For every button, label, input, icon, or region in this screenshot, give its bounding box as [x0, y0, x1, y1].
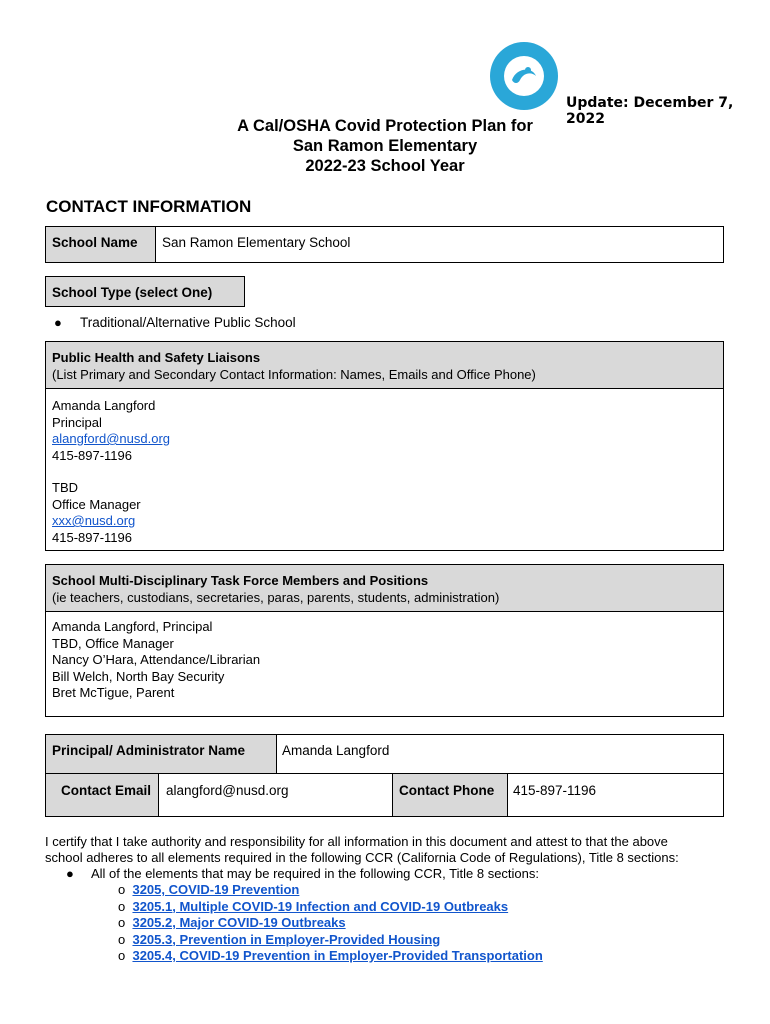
sub-bullet-marker: o [118, 931, 126, 947]
certify-line2: school adheres to all elements required in the following CCR (California Code of Regulations), Title 8 sections: [45, 850, 679, 865]
liaison-contact [52, 398, 170, 464]
school-type-bullet: ● [54, 315, 62, 330]
taskforce-member: Amanda Langford, Principal [52, 619, 213, 634]
school-name-label: School Name [52, 235, 138, 250]
phone-label-cell [392, 774, 508, 816]
liaison-email-link[interactable]: xxx@nusd.org [52, 513, 136, 528]
principal-value: Amanda Langford [282, 743, 390, 758]
taskforce-title: School Multi-Disciplinary Task Force Members and Positions [52, 573, 429, 588]
admin-table [45, 734, 724, 817]
taskforce-member: Bret McTigue, Parent [52, 685, 175, 700]
email-label-cell [46, 774, 159, 816]
liaison-phone: 415-897-1196 [52, 447, 132, 463]
liaison-phone: 415-897-1196 [52, 529, 132, 545]
document-title-line1: A Cal/OSHA Covid Protection Plan for [237, 117, 533, 135]
taskforce-subtitle: (ie teachers, custodians, secretaries, paras, parents, students, administration) [52, 590, 500, 605]
principal-label-cell [46, 735, 277, 774]
liaison-email-link[interactable]: alangford@nusd.org [52, 431, 170, 446]
school-type-label-cell [45, 276, 245, 307]
ccr-3205-2-link[interactable]: 3205.2, Major COVID-19 Outbreaks [132, 915, 346, 930]
certify-bullet: ● [66, 866, 74, 881]
ccr-link-item [118, 899, 543, 916]
taskforce-member: Bill Welch, North Bay Security [52, 668, 225, 684]
ccr-3205-4-link[interactable]: 3205.4, COVID-19 Prevention in Employer-Provided Transportation [132, 948, 543, 963]
liaisons-box [45, 341, 724, 551]
ccr-3205-3-link[interactable]: 3205.3, Prevention in Employer-Provided Housing [132, 931, 441, 947]
sub-bullet-marker: o [118, 898, 126, 914]
phone-label: Contact Phone [399, 783, 495, 798]
principal-label: Principal/ Administrator Name [52, 743, 246, 758]
taskforce-header [46, 565, 723, 612]
taskforce-box [45, 564, 724, 717]
document-title-line2: San Ramon Elementary [292, 137, 478, 155]
ccr-3205-1-link[interactable]: 3205.1, Multiple COVID-19 Infection and COVID-19 Outbreaks [132, 898, 509, 914]
ccr-links-list [118, 882, 543, 965]
sub-bullet-marker: o [118, 948, 126, 963]
ccr-link-item [118, 932, 543, 949]
liaisons-subtitle: (List Primary and Secondary Contact Information: Names, Emails and Office Phone) [52, 367, 536, 382]
school-name-label-cell [46, 227, 156, 262]
ccr-link-item [118, 882, 543, 899]
liaisons-title: Public Health and Safety Liaisons [52, 350, 261, 365]
contact-information-heading: CONTACT INFORMATION [46, 197, 252, 216]
taskforce-members-list [52, 619, 260, 702]
sub-bullet-marker: o [118, 882, 126, 897]
liaison-contact [52, 480, 141, 546]
liaison-role: Office Manager [52, 496, 141, 512]
ccr-link-item [118, 948, 543, 965]
email-label: Contact Email [61, 783, 152, 798]
taskforce-member: Nancy O’Hara, Attendance/Librarian [52, 652, 261, 667]
school-logo [488, 40, 560, 112]
certify-bullet-text: All of the elements that may be required in the following CCR, Title 8 sections: [91, 866, 539, 881]
school-name-row [45, 226, 724, 263]
email-value: alangford@nusd.org [166, 783, 289, 798]
update-date: Update: December 7, 2022 [566, 95, 734, 127]
school-name-value: San Ramon Elementary School [162, 235, 351, 250]
phone-value: 415-897-1196 [513, 783, 597, 798]
sub-bullet-marker: o [118, 915, 126, 930]
taskforce-member: TBD, Office Manager [52, 635, 174, 651]
certify-line1: I certify that I take authority and responsibility for all information in this document and attest to that the above [45, 834, 668, 849]
liaison-name: TBD [52, 480, 78, 495]
document-title-line3: 2022-23 School Year [305, 157, 465, 175]
liaison-role: Principal [52, 414, 102, 430]
ccr-link-item [118, 915, 543, 932]
school-type-value: Traditional/Alternative Public School [80, 315, 296, 330]
school-type-label: School Type (select One) [52, 285, 213, 300]
ccr-3205-link[interactable]: 3205, COVID-19 Prevention [132, 882, 300, 897]
liaison-name: Amanda Langford [52, 398, 156, 413]
liaisons-header [46, 342, 723, 389]
